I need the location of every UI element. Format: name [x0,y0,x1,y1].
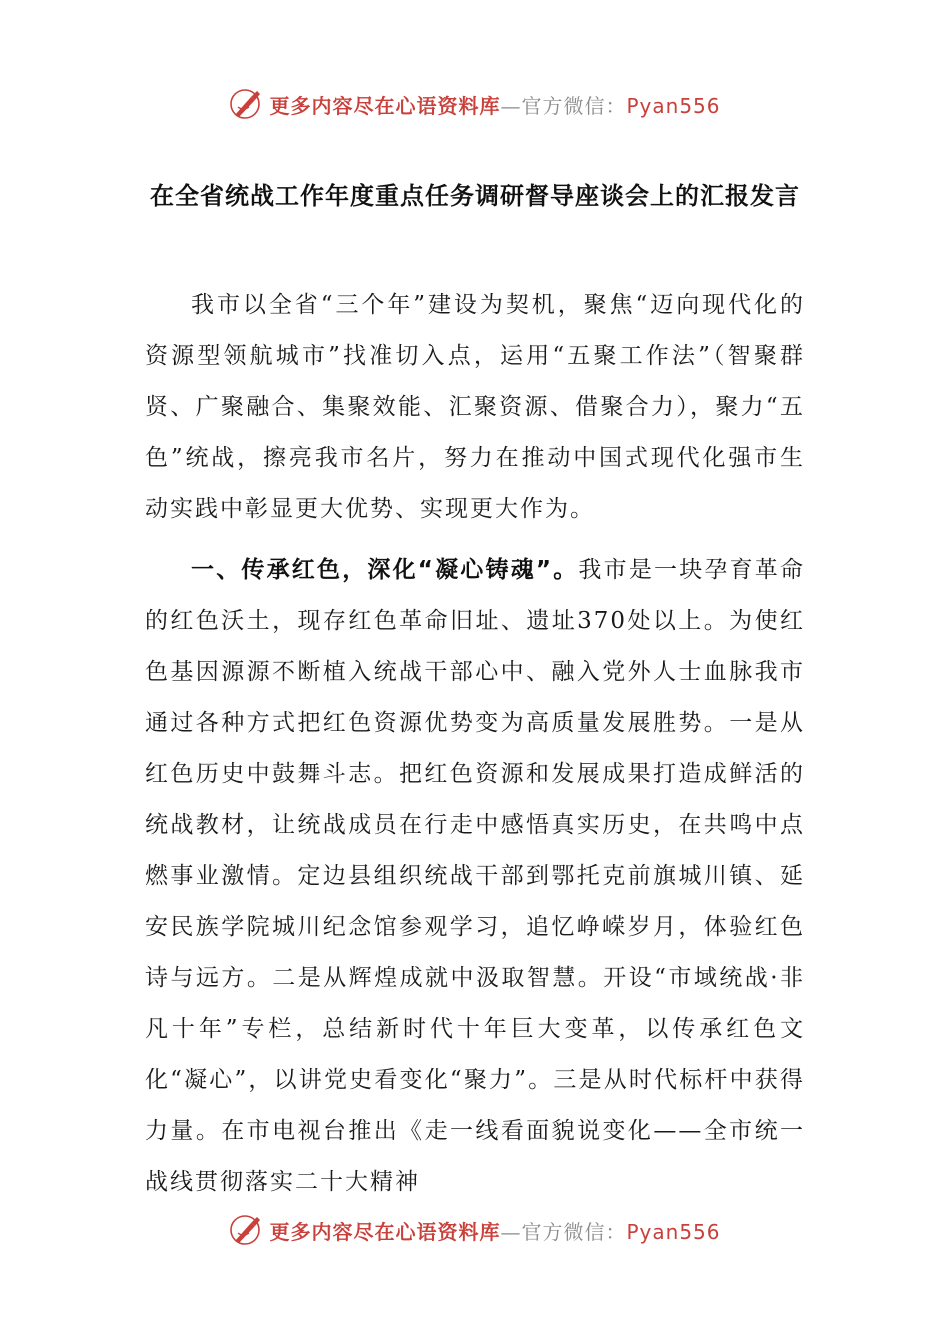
watermark-text [269,1216,720,1245]
paragraph-text: 我市是一块孕育革命的红色沃土，现存红色革命旧址、遗址370处以上。为使红色基因源源不断植入统战干部心中、融入党外人士血脉我市通过各种方式把红色资源优势变为高质量发展胜势。一是从红色历史中鼓舞斗志。把红色资源和发展成果打造成鲜活的统战教材，让统战成员在行走中感悟真实历史，在共鸣中点燃事业激情。定边县组织统战干部到鄂托克前旗城川镇、延安民族学院城川纪念馆参观学习，追忆峥嵘岁月，体验红色诗与远方。二是从辉煌成就中汲取智慧。开设“市域统战·非凡十年”专栏，总结新时代十年巨大变革，以传承红色文化“凝心”，以讲党史看变化“聚力”。三是从时代标杆中获得力量。在市电视台推出《走一线看面貌说变化——全市统一战线贯彻落实二十大精神 [145,557,806,1195]
watermark-main: 更多内容尽在心语资料库 [269,93,501,118]
watermark-id: Pyan556 [626,1219,721,1244]
watermark-sub: 官方微信： [521,93,627,118]
section-heading: 一、传承红色，深化“凝心铸魂”。 [191,557,579,583]
paragraph-section-1 [145,545,805,1208]
document-body [145,280,805,1208]
paragraph-text: 我市以全省“三个年”建设为契机，聚焦“迈向现代化的资源型领航城市”找准切入点，运用“五聚工作法”（智聚群贤、广聚融合、集聚效能、汇聚资源、借聚合力），聚力“五色”统战，擦亮我市名片，努力在推动中国式现代化强市生动实践中彰显更大优势、实现更大作为。 [145,292,805,522]
document-title: 在全省统战工作年度重点任务调研督导座谈会上的汇报发言 [150,182,800,210]
paragraph-intro [145,280,805,535]
watermark-sub: 官方微信： [521,1219,627,1244]
watermark-header [0,84,950,124]
watermark-separator: — [500,93,522,118]
watermark-id: Pyan556 [626,93,721,118]
watermark-separator: — [500,1219,522,1244]
watermark-main: 更多内容尽在心语资料库 [269,1219,501,1244]
pen-logo-icon [229,1213,263,1247]
watermark-footer [0,1210,950,1250]
pen-logo-icon [229,87,263,121]
watermark-text [269,90,720,119]
